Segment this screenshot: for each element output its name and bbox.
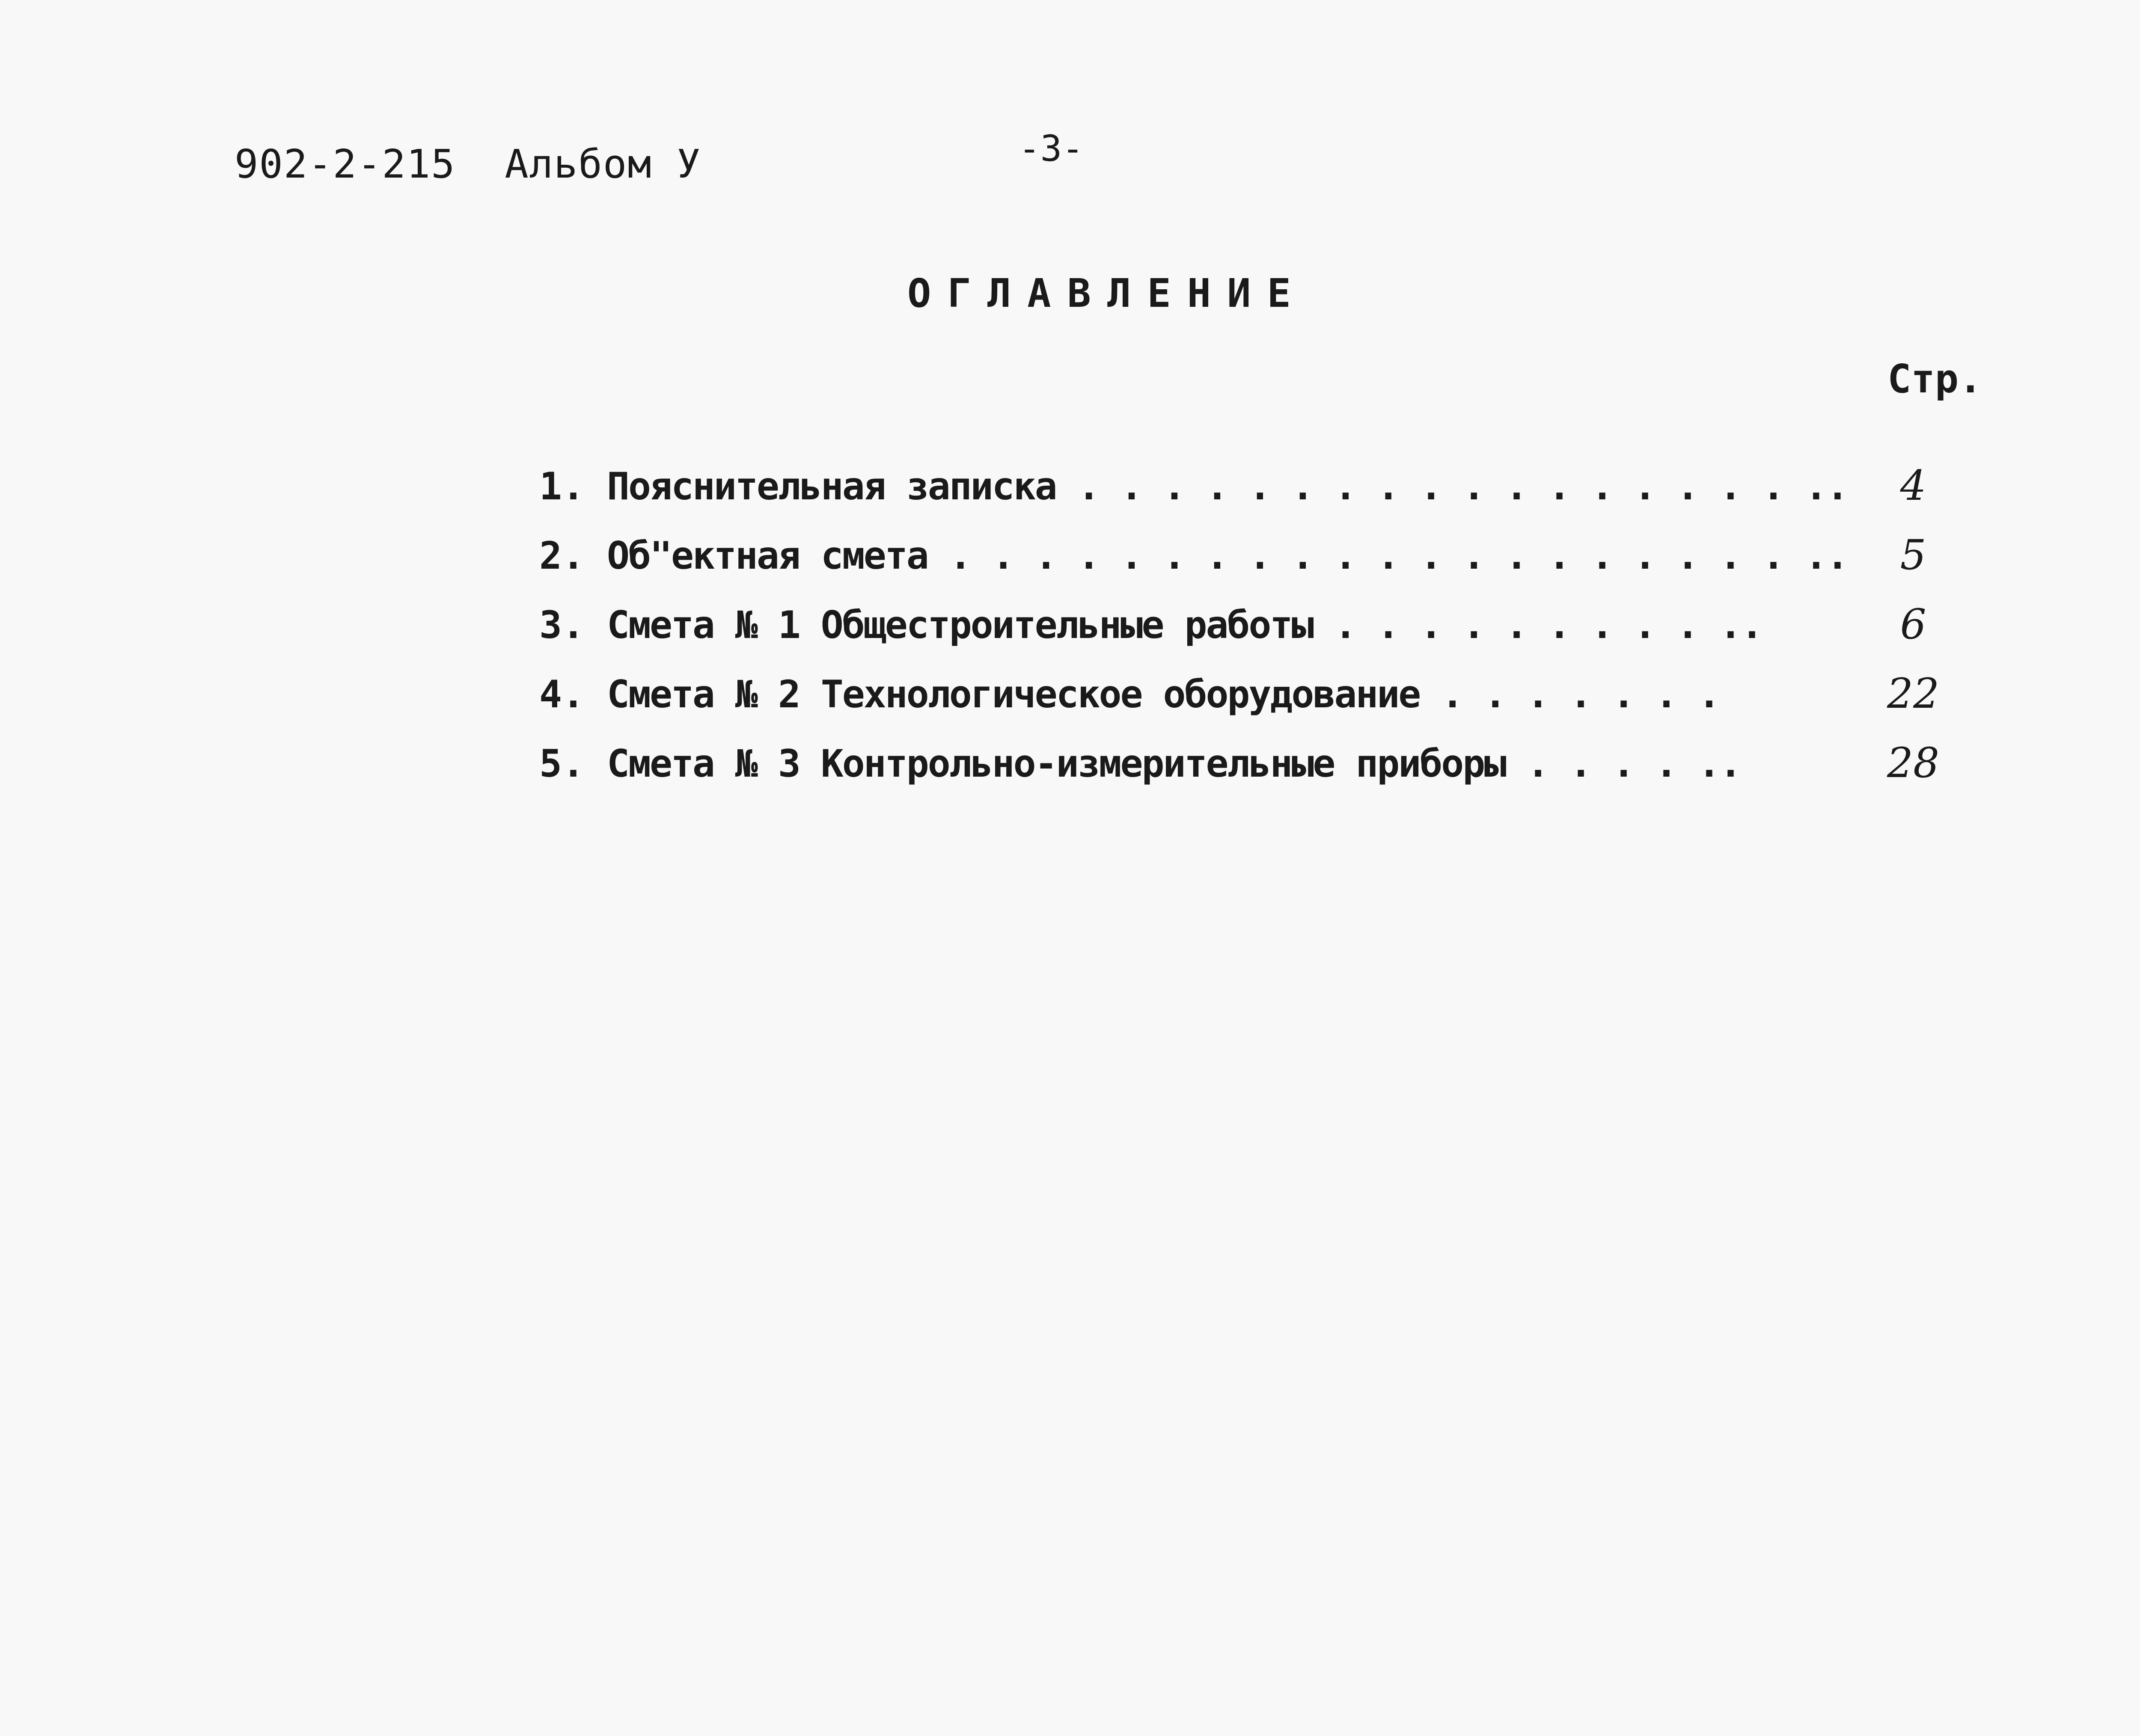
toc-item-page: 4 — [1900, 462, 1926, 510]
toc-item-text: Смета № 1 Общестроительные работы . . . . . . . . . .. — [607, 603, 1762, 647]
toc-item-page: 28 — [1887, 739, 1940, 787]
page-column-header: Стр. — [1887, 356, 1982, 402]
toc-item-number: 5. — [539, 742, 585, 786]
toc-item — [539, 739, 1952, 811]
toc-item-page: 5 — [1900, 531, 1926, 579]
toc-item-number: 2. — [539, 534, 585, 578]
toc-list — [539, 464, 1952, 811]
document-code: 902-2-215 Альбом У — [235, 141, 701, 187]
toc-item — [539, 672, 1952, 742]
toc-item-text: Смета № 2 Технологическое оборудование . . . . . . . — [607, 672, 1719, 716]
toc-title: ОГЛАВЛЕНИЕ — [907, 270, 1307, 316]
toc-item-text: Пояснительная записка . . . . . . . . . . . . . . . . . .. — [607, 464, 1848, 508]
toc-item-page: 6 — [1900, 600, 1926, 648]
toc-item — [539, 531, 1952, 603]
toc-item-text: Смета № 3 Контрольно-измерительные приборы . . . . .. — [607, 742, 1741, 786]
toc-item — [539, 600, 1952, 672]
toc-item-text: Об"ектная смета . . . . . . . . . . . . . . . . . . . . .. — [607, 534, 1848, 578]
toc-item-page: 22 — [1887, 670, 1940, 718]
page-number: -3- — [1019, 128, 1084, 169]
toc-item-number: 1. — [539, 464, 585, 508]
toc-item-number: 3. — [539, 603, 585, 647]
toc-item-number: 4. — [539, 672, 585, 716]
toc-item — [539, 464, 1952, 534]
